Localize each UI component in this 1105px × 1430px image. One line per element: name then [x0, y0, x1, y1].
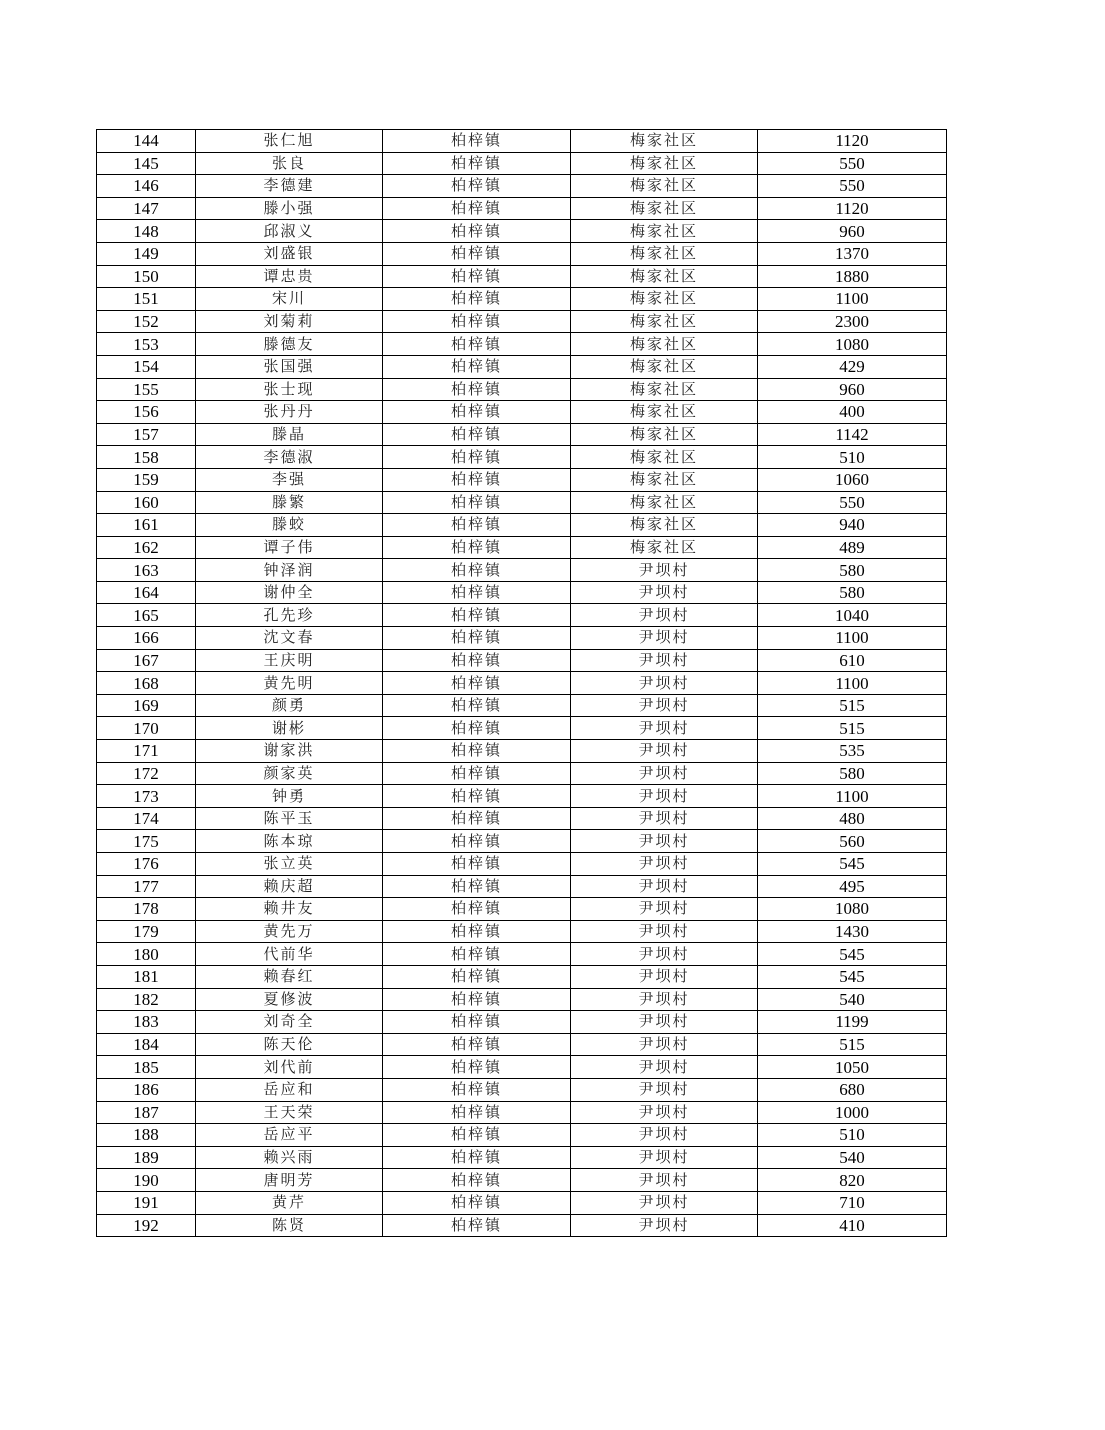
village-cell: 尹坝村: [571, 604, 758, 627]
row-number-cell: 187: [97, 1101, 196, 1124]
village-cell: 尹坝村: [571, 559, 758, 582]
village-cell: 尹坝村: [571, 1011, 758, 1034]
village-cell: 梅家社区: [571, 220, 758, 243]
village-cell: 尹坝村: [571, 1169, 758, 1192]
town-cell: 柏梓镇: [383, 875, 571, 898]
town-cell: 柏梓镇: [383, 898, 571, 921]
table-body: [97, 130, 947, 1237]
town-cell: 柏梓镇: [383, 965, 571, 988]
town-cell: 柏梓镇: [383, 1124, 571, 1147]
row-number-cell: 173: [97, 785, 196, 808]
table-row: [97, 559, 947, 582]
table-row: [97, 785, 947, 808]
row-number-cell: 161: [97, 514, 196, 537]
table-row: [97, 265, 947, 288]
town-cell: 柏梓镇: [383, 378, 571, 401]
row-number-cell: 189: [97, 1146, 196, 1169]
name-cell: 滕蛟: [196, 514, 383, 537]
table-row: [97, 717, 947, 740]
amount-cell: 1142: [758, 423, 947, 446]
town-cell: 柏梓镇: [383, 1078, 571, 1101]
name-cell: 颜家英: [196, 762, 383, 785]
name-cell: 李强: [196, 468, 383, 491]
town-cell: 柏梓镇: [383, 717, 571, 740]
village-cell: 梅家社区: [571, 333, 758, 356]
table-row: [97, 604, 947, 627]
table-row: [97, 898, 947, 921]
row-number-cell: 164: [97, 581, 196, 604]
table-row: [97, 581, 947, 604]
village-cell: 尹坝村: [571, 1078, 758, 1101]
village-cell: 尹坝村: [571, 807, 758, 830]
table-row: [97, 1124, 947, 1147]
amount-cell: 489: [758, 536, 947, 559]
table-row: [97, 468, 947, 491]
name-cell: 王庆明: [196, 649, 383, 672]
town-cell: 柏梓镇: [383, 310, 571, 333]
town-cell: 柏梓镇: [383, 627, 571, 650]
town-cell: 柏梓镇: [383, 242, 571, 265]
row-number-cell: 146: [97, 175, 196, 198]
village-cell: 尹坝村: [571, 965, 758, 988]
town-cell: 柏梓镇: [383, 604, 571, 627]
table-row: [97, 875, 947, 898]
amount-cell: 1100: [758, 672, 947, 695]
name-cell: 孔先珍: [196, 604, 383, 627]
row-number-cell: 179: [97, 920, 196, 943]
row-number-cell: 156: [97, 401, 196, 424]
name-cell: 滕繁: [196, 491, 383, 514]
name-cell: 宋川: [196, 288, 383, 311]
name-cell: 陈天伦: [196, 1033, 383, 1056]
row-number-cell: 178: [97, 898, 196, 921]
amount-cell: 550: [758, 152, 947, 175]
amount-cell: 540: [758, 1146, 947, 1169]
village-cell: 尹坝村: [571, 1101, 758, 1124]
amount-cell: 480: [758, 807, 947, 830]
town-cell: 柏梓镇: [383, 355, 571, 378]
table-row: [97, 830, 947, 853]
amount-cell: 495: [758, 875, 947, 898]
row-number-cell: 175: [97, 830, 196, 853]
table-row: [97, 1146, 947, 1169]
table-row: [97, 965, 947, 988]
table-row: [97, 197, 947, 220]
name-cell: 赖井友: [196, 898, 383, 921]
row-number-cell: 180: [97, 943, 196, 966]
amount-cell: 820: [758, 1169, 947, 1192]
amount-cell: 535: [758, 740, 947, 763]
row-number-cell: 174: [97, 807, 196, 830]
name-cell: 刘盛银: [196, 242, 383, 265]
row-number-cell: 155: [97, 378, 196, 401]
table-row: [97, 1169, 947, 1192]
row-number-cell: 153: [97, 333, 196, 356]
table-row: [97, 491, 947, 514]
amount-cell: 429: [758, 355, 947, 378]
amount-cell: 1120: [758, 130, 947, 153]
row-number-cell: 188: [97, 1124, 196, 1147]
town-cell: 柏梓镇: [383, 514, 571, 537]
village-cell: 尹坝村: [571, 672, 758, 695]
row-number-cell: 158: [97, 446, 196, 469]
name-cell: 谢仲全: [196, 581, 383, 604]
name-cell: 滕德友: [196, 333, 383, 356]
village-cell: 梅家社区: [571, 355, 758, 378]
table-row: [97, 1101, 947, 1124]
town-cell: 柏梓镇: [383, 1191, 571, 1214]
table-row: [97, 355, 947, 378]
town-cell: 柏梓镇: [383, 807, 571, 830]
table-row: [97, 853, 947, 876]
amount-cell: 545: [758, 965, 947, 988]
amount-cell: 680: [758, 1078, 947, 1101]
table-row: [97, 401, 947, 424]
village-cell: 尹坝村: [571, 649, 758, 672]
row-number-cell: 149: [97, 242, 196, 265]
name-cell: 刘代前: [196, 1056, 383, 1079]
amount-cell: 1880: [758, 265, 947, 288]
amount-cell: 1100: [758, 785, 947, 808]
name-cell: 钟勇: [196, 785, 383, 808]
village-cell: 尹坝村: [571, 1214, 758, 1237]
name-cell: 黄芹: [196, 1191, 383, 1214]
town-cell: 柏梓镇: [383, 1011, 571, 1034]
name-cell: 陈平玉: [196, 807, 383, 830]
row-number-cell: 182: [97, 988, 196, 1011]
table-row: [97, 288, 947, 311]
amount-cell: 1000: [758, 1101, 947, 1124]
row-number-cell: 162: [97, 536, 196, 559]
name-cell: 陈贤: [196, 1214, 383, 1237]
village-cell: 尹坝村: [571, 853, 758, 876]
town-cell: 柏梓镇: [383, 491, 571, 514]
amount-cell: 1040: [758, 604, 947, 627]
village-cell: 梅家社区: [571, 130, 758, 153]
row-number-cell: 163: [97, 559, 196, 582]
town-cell: 柏梓镇: [383, 853, 571, 876]
row-number-cell: 170: [97, 717, 196, 740]
name-cell: 王天荣: [196, 1101, 383, 1124]
village-cell: 梅家社区: [571, 242, 758, 265]
village-cell: 尹坝村: [571, 988, 758, 1011]
village-cell: 尹坝村: [571, 920, 758, 943]
name-cell: 岳应平: [196, 1124, 383, 1147]
row-number-cell: 144: [97, 130, 196, 153]
village-cell: 尹坝村: [571, 694, 758, 717]
town-cell: 柏梓镇: [383, 830, 571, 853]
town-cell: 柏梓镇: [383, 536, 571, 559]
name-cell: 赖庆超: [196, 875, 383, 898]
amount-cell: 1100: [758, 627, 947, 650]
name-cell: 滕小强: [196, 197, 383, 220]
amount-cell: 1100: [758, 288, 947, 311]
row-number-cell: 169: [97, 694, 196, 717]
town-cell: 柏梓镇: [383, 152, 571, 175]
name-cell: 夏修波: [196, 988, 383, 1011]
town-cell: 柏梓镇: [383, 265, 571, 288]
name-cell: 李德淑: [196, 446, 383, 469]
name-cell: 谢彬: [196, 717, 383, 740]
village-cell: 梅家社区: [571, 446, 758, 469]
table-row: [97, 220, 947, 243]
table-row: [97, 130, 947, 153]
village-cell: 尹坝村: [571, 943, 758, 966]
table-row: [97, 242, 947, 265]
town-cell: 柏梓镇: [383, 1146, 571, 1169]
amount-cell: 2300: [758, 310, 947, 333]
table-row: [97, 762, 947, 785]
row-number-cell: 165: [97, 604, 196, 627]
table-row: [97, 627, 947, 650]
village-cell: 尹坝村: [571, 1191, 758, 1214]
village-cell: 尹坝村: [571, 1056, 758, 1079]
name-cell: 谭子伟: [196, 536, 383, 559]
table-row: [97, 446, 947, 469]
amount-cell: 515: [758, 694, 947, 717]
row-number-cell: 184: [97, 1033, 196, 1056]
amount-cell: 1050: [758, 1056, 947, 1079]
town-cell: 柏梓镇: [383, 220, 571, 243]
name-cell: 陈本琼: [196, 830, 383, 853]
amount-cell: 1080: [758, 333, 947, 356]
village-cell: 梅家社区: [571, 536, 758, 559]
amount-cell: 560: [758, 830, 947, 853]
village-cell: 尹坝村: [571, 898, 758, 921]
row-number-cell: 167: [97, 649, 196, 672]
name-cell: 钟泽润: [196, 559, 383, 582]
table-row: [97, 1056, 947, 1079]
table-row: [97, 333, 947, 356]
row-number-cell: 157: [97, 423, 196, 446]
table-row: [97, 694, 947, 717]
amount-cell: 1430: [758, 920, 947, 943]
town-cell: 柏梓镇: [383, 1214, 571, 1237]
name-cell: 谭忠贵: [196, 265, 383, 288]
amount-cell: 400: [758, 401, 947, 424]
village-cell: 尹坝村: [571, 717, 758, 740]
name-cell: 张国强: [196, 355, 383, 378]
town-cell: 柏梓镇: [383, 785, 571, 808]
village-cell: 尹坝村: [571, 875, 758, 898]
row-number-cell: 154: [97, 355, 196, 378]
town-cell: 柏梓镇: [383, 1169, 571, 1192]
table-row: [97, 1033, 947, 1056]
town-cell: 柏梓镇: [383, 401, 571, 424]
town-cell: 柏梓镇: [383, 988, 571, 1011]
town-cell: 柏梓镇: [383, 288, 571, 311]
name-cell: 黄先明: [196, 672, 383, 695]
village-cell: 梅家社区: [571, 265, 758, 288]
name-cell: 沈文春: [196, 627, 383, 650]
name-cell: 李德建: [196, 175, 383, 198]
town-cell: 柏梓镇: [383, 175, 571, 198]
row-number-cell: 150: [97, 265, 196, 288]
town-cell: 柏梓镇: [383, 1101, 571, 1124]
town-cell: 柏梓镇: [383, 468, 571, 491]
amount-cell: 515: [758, 717, 947, 740]
town-cell: 柏梓镇: [383, 920, 571, 943]
row-number-cell: 190: [97, 1169, 196, 1192]
name-cell: 张士现: [196, 378, 383, 401]
town-cell: 柏梓镇: [383, 672, 571, 695]
amount-cell: 540: [758, 988, 947, 1011]
village-cell: 尹坝村: [571, 762, 758, 785]
row-number-cell: 160: [97, 491, 196, 514]
row-number-cell: 172: [97, 762, 196, 785]
village-cell: 尹坝村: [571, 1033, 758, 1056]
amount-cell: 1080: [758, 898, 947, 921]
village-cell: 尹坝村: [571, 627, 758, 650]
town-cell: 柏梓镇: [383, 740, 571, 763]
name-cell: 赖兴雨: [196, 1146, 383, 1169]
row-number-cell: 171: [97, 740, 196, 763]
amount-cell: 960: [758, 378, 947, 401]
name-cell: 赖春红: [196, 965, 383, 988]
amount-cell: 545: [758, 853, 947, 876]
amount-cell: 550: [758, 175, 947, 198]
table-row: [97, 378, 947, 401]
table-row: [97, 1078, 947, 1101]
row-number-cell: 151: [97, 288, 196, 311]
name-cell: 唐明芳: [196, 1169, 383, 1192]
amount-cell: 510: [758, 446, 947, 469]
town-cell: 柏梓镇: [383, 649, 571, 672]
table-row: [97, 988, 947, 1011]
table-row: [97, 1011, 947, 1034]
amount-cell: 510: [758, 1124, 947, 1147]
amount-cell: 1120: [758, 197, 947, 220]
amount-cell: 580: [758, 559, 947, 582]
village-cell: 尹坝村: [571, 785, 758, 808]
table-row: [97, 649, 947, 672]
name-cell: 邱淑义: [196, 220, 383, 243]
name-cell: 张良: [196, 152, 383, 175]
row-number-cell: 147: [97, 197, 196, 220]
row-number-cell: 183: [97, 1011, 196, 1034]
row-number-cell: 159: [97, 468, 196, 491]
village-cell: 梅家社区: [571, 152, 758, 175]
amount-cell: 515: [758, 1033, 947, 1056]
table-row: [97, 310, 947, 333]
town-cell: 柏梓镇: [383, 333, 571, 356]
town-cell: 柏梓镇: [383, 581, 571, 604]
amount-cell: 550: [758, 491, 947, 514]
table-row: [97, 1191, 947, 1214]
village-cell: 梅家社区: [571, 514, 758, 537]
amount-cell: 710: [758, 1191, 947, 1214]
village-cell: 尹坝村: [571, 581, 758, 604]
amount-cell: 580: [758, 581, 947, 604]
village-cell: 梅家社区: [571, 288, 758, 311]
table-row: [97, 920, 947, 943]
row-number-cell: 168: [97, 672, 196, 695]
row-number-cell: 176: [97, 853, 196, 876]
name-cell: 滕晶: [196, 423, 383, 446]
name-cell: 刘奇全: [196, 1011, 383, 1034]
village-cell: 尹坝村: [571, 1124, 758, 1147]
name-cell: 颜勇: [196, 694, 383, 717]
row-number-cell: 177: [97, 875, 196, 898]
town-cell: 柏梓镇: [383, 197, 571, 220]
village-cell: 梅家社区: [571, 378, 758, 401]
row-number-cell: 192: [97, 1214, 196, 1237]
table-row: [97, 514, 947, 537]
table-row: [97, 536, 947, 559]
name-cell: 黄先万: [196, 920, 383, 943]
table-row: [97, 943, 947, 966]
amount-cell: 960: [758, 220, 947, 243]
village-cell: 梅家社区: [571, 423, 758, 446]
name-cell: 刘菊莉: [196, 310, 383, 333]
village-cell: 尹坝村: [571, 830, 758, 853]
row-number-cell: 145: [97, 152, 196, 175]
village-cell: 梅家社区: [571, 175, 758, 198]
row-number-cell: 152: [97, 310, 196, 333]
name-cell: 张立英: [196, 853, 383, 876]
name-cell: 张丹丹: [196, 401, 383, 424]
table-row: [97, 807, 947, 830]
town-cell: 柏梓镇: [383, 423, 571, 446]
village-cell: 梅家社区: [571, 197, 758, 220]
town-cell: 柏梓镇: [383, 1033, 571, 1056]
village-cell: 尹坝村: [571, 740, 758, 763]
village-cell: 梅家社区: [571, 491, 758, 514]
village-cell: 尹坝村: [571, 1146, 758, 1169]
row-number-cell: 185: [97, 1056, 196, 1079]
amount-cell: 610: [758, 649, 947, 672]
amount-cell: 1199: [758, 1011, 947, 1034]
table-row: [97, 175, 947, 198]
village-cell: 梅家社区: [571, 310, 758, 333]
village-cell: 梅家社区: [571, 401, 758, 424]
amount-cell: 940: [758, 514, 947, 537]
town-cell: 柏梓镇: [383, 446, 571, 469]
row-number-cell: 186: [97, 1078, 196, 1101]
town-cell: 柏梓镇: [383, 762, 571, 785]
amount-cell: 545: [758, 943, 947, 966]
town-cell: 柏梓镇: [383, 130, 571, 153]
table-row: [97, 423, 947, 446]
name-cell: 代前华: [196, 943, 383, 966]
amount-cell: 1370: [758, 242, 947, 265]
row-number-cell: 191: [97, 1191, 196, 1214]
row-number-cell: 181: [97, 965, 196, 988]
amount-cell: 580: [758, 762, 947, 785]
row-number-cell: 148: [97, 220, 196, 243]
table-row: [97, 152, 947, 175]
town-cell: 柏梓镇: [383, 1056, 571, 1079]
town-cell: 柏梓镇: [383, 943, 571, 966]
town-cell: 柏梓镇: [383, 694, 571, 717]
data-table: [96, 129, 947, 1237]
table-row: [97, 672, 947, 695]
table-row: [97, 1214, 947, 1237]
amount-cell: 1060: [758, 468, 947, 491]
name-cell: 张仁旭: [196, 130, 383, 153]
name-cell: 岳应和: [196, 1078, 383, 1101]
name-cell: 谢家洪: [196, 740, 383, 763]
amount-cell: 410: [758, 1214, 947, 1237]
town-cell: 柏梓镇: [383, 559, 571, 582]
village-cell: 梅家社区: [571, 468, 758, 491]
table-row: [97, 740, 947, 763]
row-number-cell: 166: [97, 627, 196, 650]
